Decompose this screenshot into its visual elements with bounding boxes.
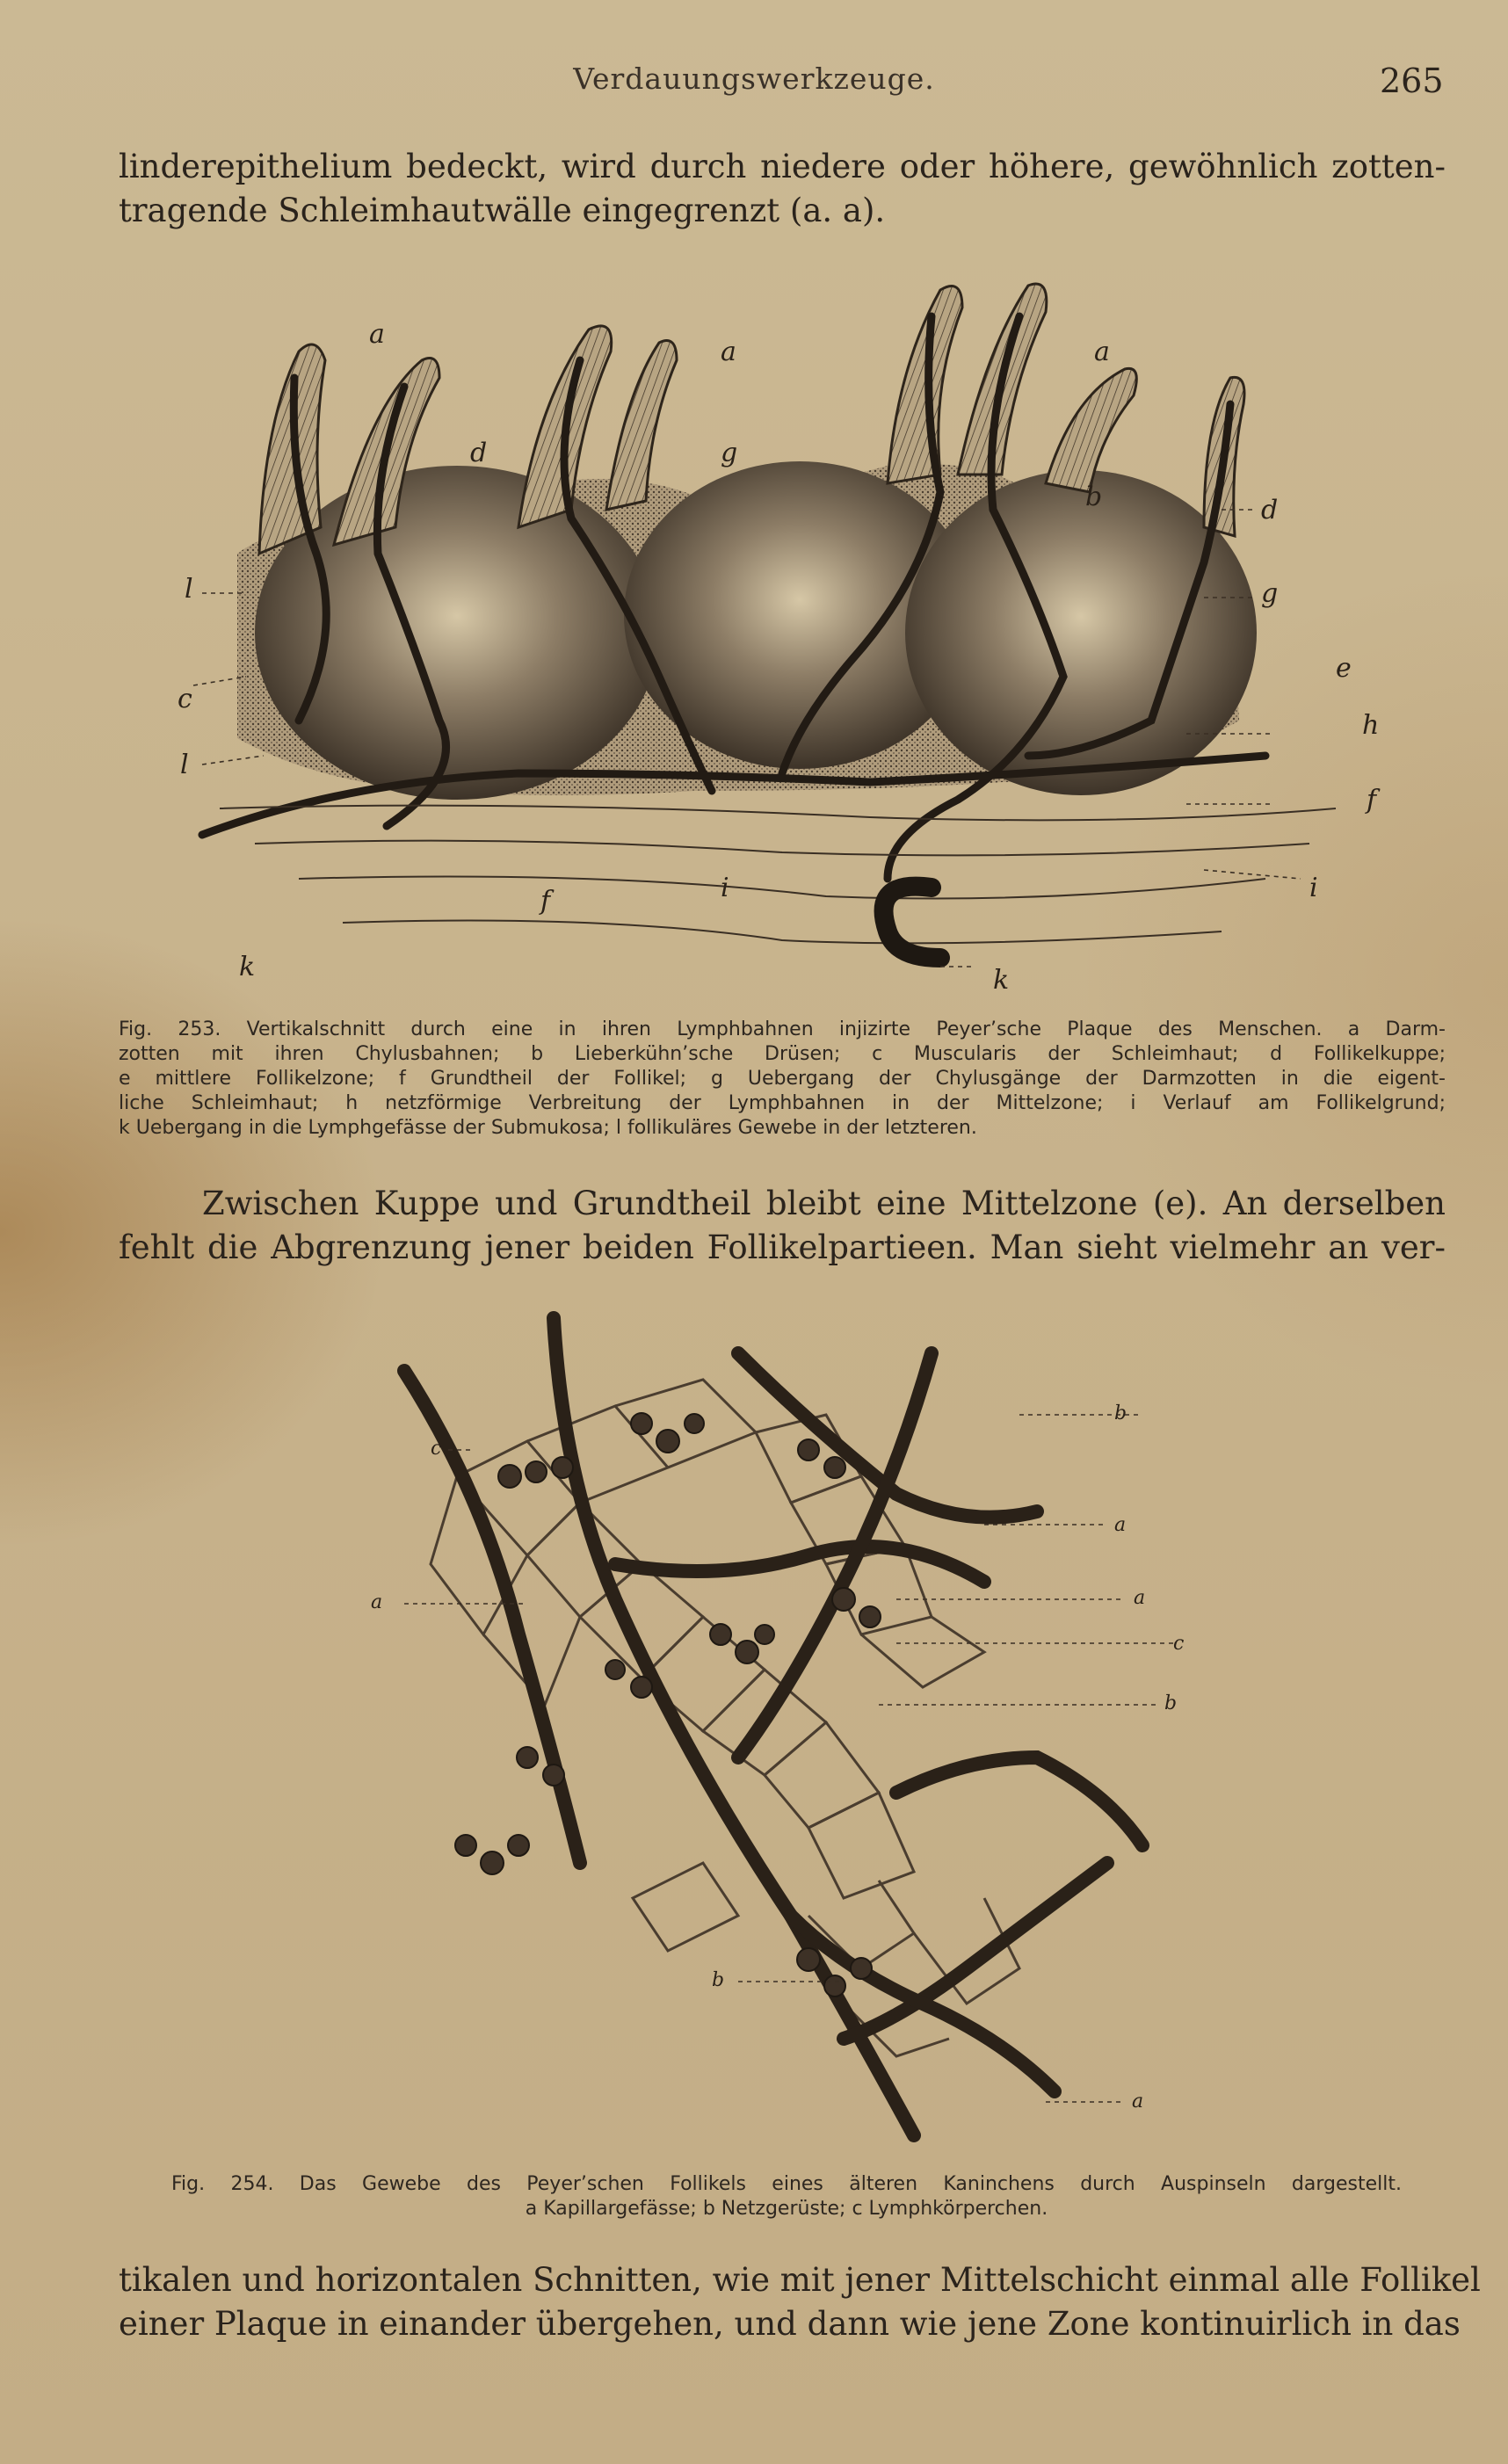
text-line: tragende Schleimhautwälle eingegrenzt (a. a). xyxy=(119,192,886,229)
text-line: fehlt die Abgrenzung jener beiden Follikelpartieen. Man sieht vielmehr an ver- xyxy=(119,1228,1446,1266)
fig-label: g xyxy=(1261,578,1279,609)
caption-line: Fig. 253. Vertikalschnitt durch eine in ihren Lymphbahnen injizirte Peyer’sche Plaque des Menschen. a Darm- xyxy=(119,1018,1446,1040)
fig-label: c xyxy=(178,684,192,714)
figure-253-caption xyxy=(119,1018,1446,1141)
fig-label: c xyxy=(1173,1633,1185,1655)
caption-line: liche Schleimhaut; h netzförmige Verbreitung der Lymphbahnen in der Mittelzone; i Verlauf am Follikelgrund; xyxy=(119,1092,1446,1114)
caption-line: k Uebergang in die Lymphgefässe der Submukosa; l follikuläres Gewebe in der letzteren. xyxy=(119,1117,977,1139)
paragraph-end xyxy=(119,2258,1481,2346)
text-line: einer Plaque in einander übergehen, und dann wie jene Zone kontinuirlich in das xyxy=(119,2305,1461,2343)
paragraph-middle xyxy=(119,1182,1446,1270)
figure-254-drawing xyxy=(404,1318,1142,2135)
fig-label: a xyxy=(1114,1514,1127,1536)
figure-253-drawing xyxy=(202,284,1336,958)
fig-label: k xyxy=(993,965,1010,996)
figure-253-illustration xyxy=(167,264,1397,1011)
fig-label: g xyxy=(721,438,738,468)
fig-label: e xyxy=(1336,653,1352,684)
fig-label: b xyxy=(1164,1692,1178,1714)
fig-label: h xyxy=(1362,710,1380,741)
fig-label: a xyxy=(369,319,385,350)
fig-label: b xyxy=(1085,482,1103,512)
text-line: linderepithelium bedeckt, wird durch niedere oder höhere, gewöhnlich zotten- xyxy=(119,148,1446,185)
caption-line: zotten mit ihren Chylusbahnen; b Lieberkühn’sche Drüsen; c Muscularis der Schleimhaut; d Follikelkuppe; xyxy=(119,1043,1446,1065)
text-line: Zwischen Kuppe und Grundtheil bleibt eine Mittelzone (e). An derselben xyxy=(202,1185,1446,1222)
caption-line: e mittlere Follikelzone; f Grundtheil der Follikel; g Uebergang der Chylusgänge der Darmzotten in die eigent- xyxy=(119,1068,1446,1090)
fig-label: c xyxy=(431,1438,442,1460)
fig-label: f xyxy=(540,886,551,917)
text-line: tikalen und horizontalen Schnitten, wie mit jener Mittelschicht einmal alle Follikel xyxy=(119,2261,1481,2299)
fig-label: i xyxy=(721,873,729,903)
fig-label: a xyxy=(1132,2091,1144,2113)
fig-label: i xyxy=(1309,873,1318,903)
caption-line: a Kapillargefässe; b Netzgerüste; c Lymphkörperchen. xyxy=(525,2198,1048,2220)
fig-label: a xyxy=(1134,1587,1146,1609)
fig-label: b xyxy=(1114,1402,1127,1424)
figure-254-caption xyxy=(171,2172,1402,2221)
fig-label: b xyxy=(712,1969,725,1991)
fig-label: d xyxy=(1261,495,1279,525)
fig-label: l xyxy=(185,574,193,605)
fig-label: a xyxy=(371,1591,383,1613)
figure-254-illustration xyxy=(352,1301,1195,2162)
fig-label: a xyxy=(721,337,736,367)
fig-label: a xyxy=(1094,337,1110,367)
caption-line: Fig. 254. Das Gewebe des Peyer’schen Follikels eines älteren Kaninchens durch Auspinseln dargestellt. xyxy=(171,2173,1402,2195)
fig-label: f xyxy=(1367,785,1377,815)
fig-label: l xyxy=(180,750,189,780)
page-number: 265 xyxy=(1380,62,1444,100)
paragraph-intro xyxy=(119,145,1446,233)
fig-label: d xyxy=(470,438,488,468)
running-head: Verdauungswerkzeuge. xyxy=(573,62,935,96)
fig-label: k xyxy=(239,952,256,982)
